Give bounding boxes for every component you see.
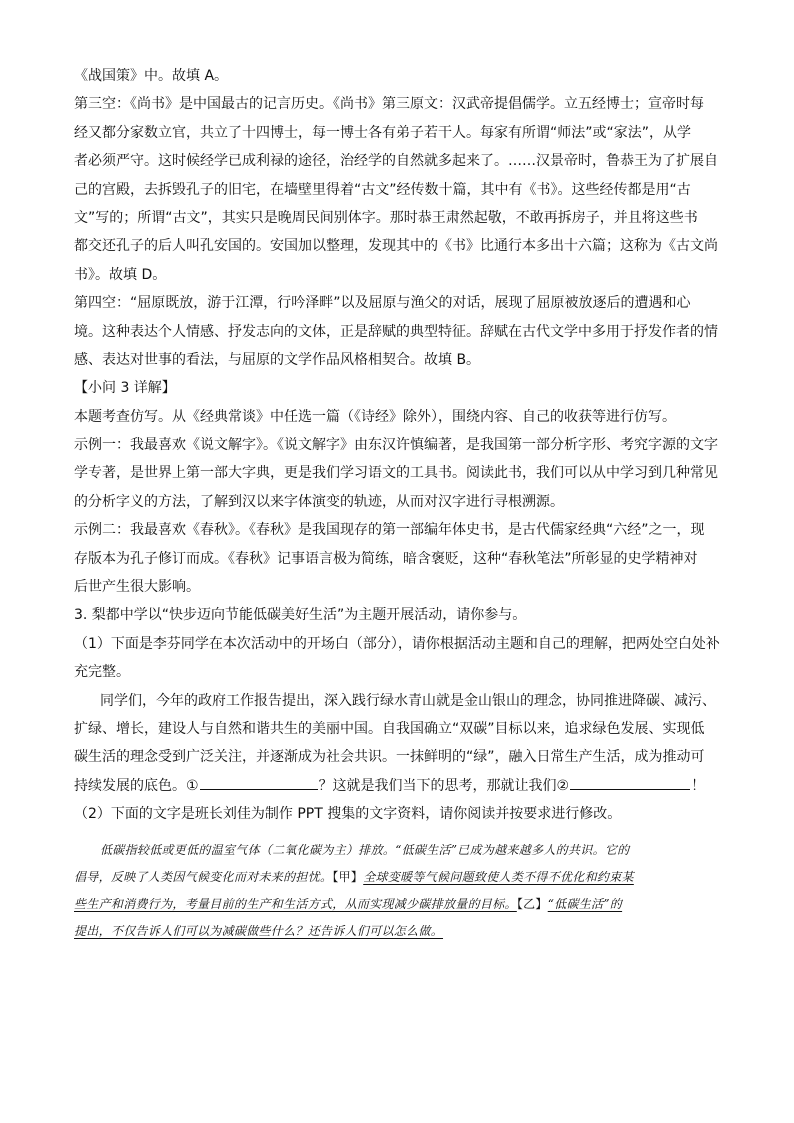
underlined-sentence: 些生产和消费行为，考量目前的生产和生活方式，从而实现减少碳排放量的目标。 bbox=[74, 896, 517, 911]
text-line: 感、表达对世事的看法，与屈原的文学作品风格相契合。故填 B。 bbox=[74, 351, 481, 368]
material-line bbox=[74, 864, 724, 891]
speech-line: 扩绿、增长，建设人与自然和谐共生的美丽中国。自我国确立“双碳”目标以来，追求绿色发展、实现低 bbox=[74, 720, 705, 737]
text-line: 后世产生很大影响。 bbox=[74, 579, 200, 596]
text-line: 境。这种表达个人情感、抒发志向的文体，正是辞赋的典型特征。辞赋在古代文学中多用于抒发作者的情 bbox=[74, 323, 718, 340]
material-line: 低碳指较低或更低的温室气体（二氧化碳为主）排放。“低碳生活”已成为越来越多人的共识。它的 bbox=[100, 842, 630, 857]
text-line: 经又都分家数立官，共立了十四博士，每一博士各有弟子若干人。每家有所谓“师法”或“家法”，从学 bbox=[74, 124, 692, 141]
fill-blank-1[interactable] bbox=[200, 774, 318, 790]
text-line: 第四空：“屈原既放，游于江潭，行吟泽畔”以及屈原与渔父的对话，展现了屈原被放逐后的遭遇和心 bbox=[74, 295, 691, 312]
material-line bbox=[74, 891, 724, 918]
speech-text: 持续发展的底色。① bbox=[74, 777, 199, 794]
marker-jia: 【甲】 bbox=[332, 869, 364, 884]
text-line: 第三空：《尚书》是中国最古的记言历史。《尚书》第三原文：汉武帝提倡儒学。立五经博士；宣帝时每 bbox=[74, 96, 704, 113]
text-line: 学专著，是世界上第一部大字典，更是我们学习语文的工具书。阅读此书，我们可以从中学习到几种常见 bbox=[74, 465, 718, 482]
text-line: 己的宫殿，去拆毁孔子的旧宅，在墙壁里得着“古文”经传数十篇，其中有《书》。这些经传都是用“古 bbox=[74, 181, 691, 198]
underlined-sentence: “低碳生活”的 bbox=[547, 896, 623, 911]
text-line: 《战国策》中。故填 A。 bbox=[74, 68, 229, 84]
document-body bbox=[74, 62, 724, 945]
text-line: 示例一：我最喜欢《说文解字》。《说文解字》由东汉许慎编著，是我国第一部分析字形、考究字源的文字 bbox=[74, 437, 718, 454]
text-line: 本题考查仿写。从《经典常谈》中任选一篇（《诗经》除外），围绕内容、自己的收获等进行仿写。 bbox=[74, 408, 676, 425]
question-title: （2）下面的文字是班长刘佳为制作 PPT 搜集的文字资料，请你阅读并按要求进行修改。 bbox=[74, 806, 622, 823]
material-line bbox=[74, 918, 724, 945]
text-line: 充完整。 bbox=[74, 664, 130, 681]
speech-line: 同学们，今年的政府工作报告提出，深入践行绿水青山就是金山银山的理念，协同推进降碳、减污、 bbox=[100, 692, 716, 709]
text-line: 者必须严守。这时候经学已成利禄的途径，治经学的自然就多起来了。……汉景帝时，鲁恭王为了扩展自 bbox=[74, 153, 718, 170]
underlined-sentence: 全球变暖等气候问题致使人类不得不优化和约束某 bbox=[363, 869, 634, 884]
question-title: 3. 梨都中学以“快步迈向节能低碳美好生活”为主题开展活动，请你参与。 bbox=[74, 607, 527, 624]
text-line: （1）下面是李芬同学在本次活动中的开场白（部分），请你根据活动主题和自己的理解，把两处空白处补 bbox=[74, 635, 720, 652]
speech-text: ？这就是我们当下的思考，那就让我们② bbox=[318, 777, 570, 794]
material-text: 倡导，反映了人类因气候变化而对未来的担忧。 bbox=[74, 869, 333, 884]
text-line: 示例二：我最喜欢《春秋》。《春秋》是我国现存的第一部编年体史书，是古代儒家经典“六经”之一，现 bbox=[74, 522, 705, 539]
speech-text: ！ bbox=[691, 777, 706, 794]
text-line: 存版本为孔子修订而成。《春秋》记事语言极为简练，暗含褒贬，这种“春秋笔法”所彰显的史学精神对 bbox=[74, 550, 698, 567]
text-line: 的分析字义的方法，了解到汉以来字体演变的轨迹，从而对汉字进行寻根溯源。 bbox=[74, 493, 564, 510]
text-line: 文”写的；所谓“古文”，其实只是晚周民间别体字。那时恭王肃然起敬，不敢再拆房子，并且将这些书 bbox=[74, 209, 698, 226]
fill-blank-2[interactable] bbox=[570, 774, 690, 790]
speech-line bbox=[74, 772, 724, 800]
speech-line: 碳生活的理念受到广泛关注，并逐渐成为社会共识。一抹鲜明的“绿”，融入日常生产生活，成为推动可 bbox=[74, 749, 705, 766]
text-line: 都交还孔子的后人叫孔安国的。安国加以整理，发现其中的《书》比通行本多出十六篇；这称为《古文尚 bbox=[74, 238, 718, 255]
underlined-sentence: 提出，不仅告诉人们可以为减碳做些什么？还告诉人们可以怎么做。 bbox=[74, 923, 444, 938]
reference-material bbox=[74, 837, 724, 945]
section-heading: 【小问 3 详解】 bbox=[74, 380, 176, 397]
text-line: 书》。故填 D。 bbox=[74, 266, 167, 283]
marker-yi: 【乙】 bbox=[516, 896, 548, 911]
